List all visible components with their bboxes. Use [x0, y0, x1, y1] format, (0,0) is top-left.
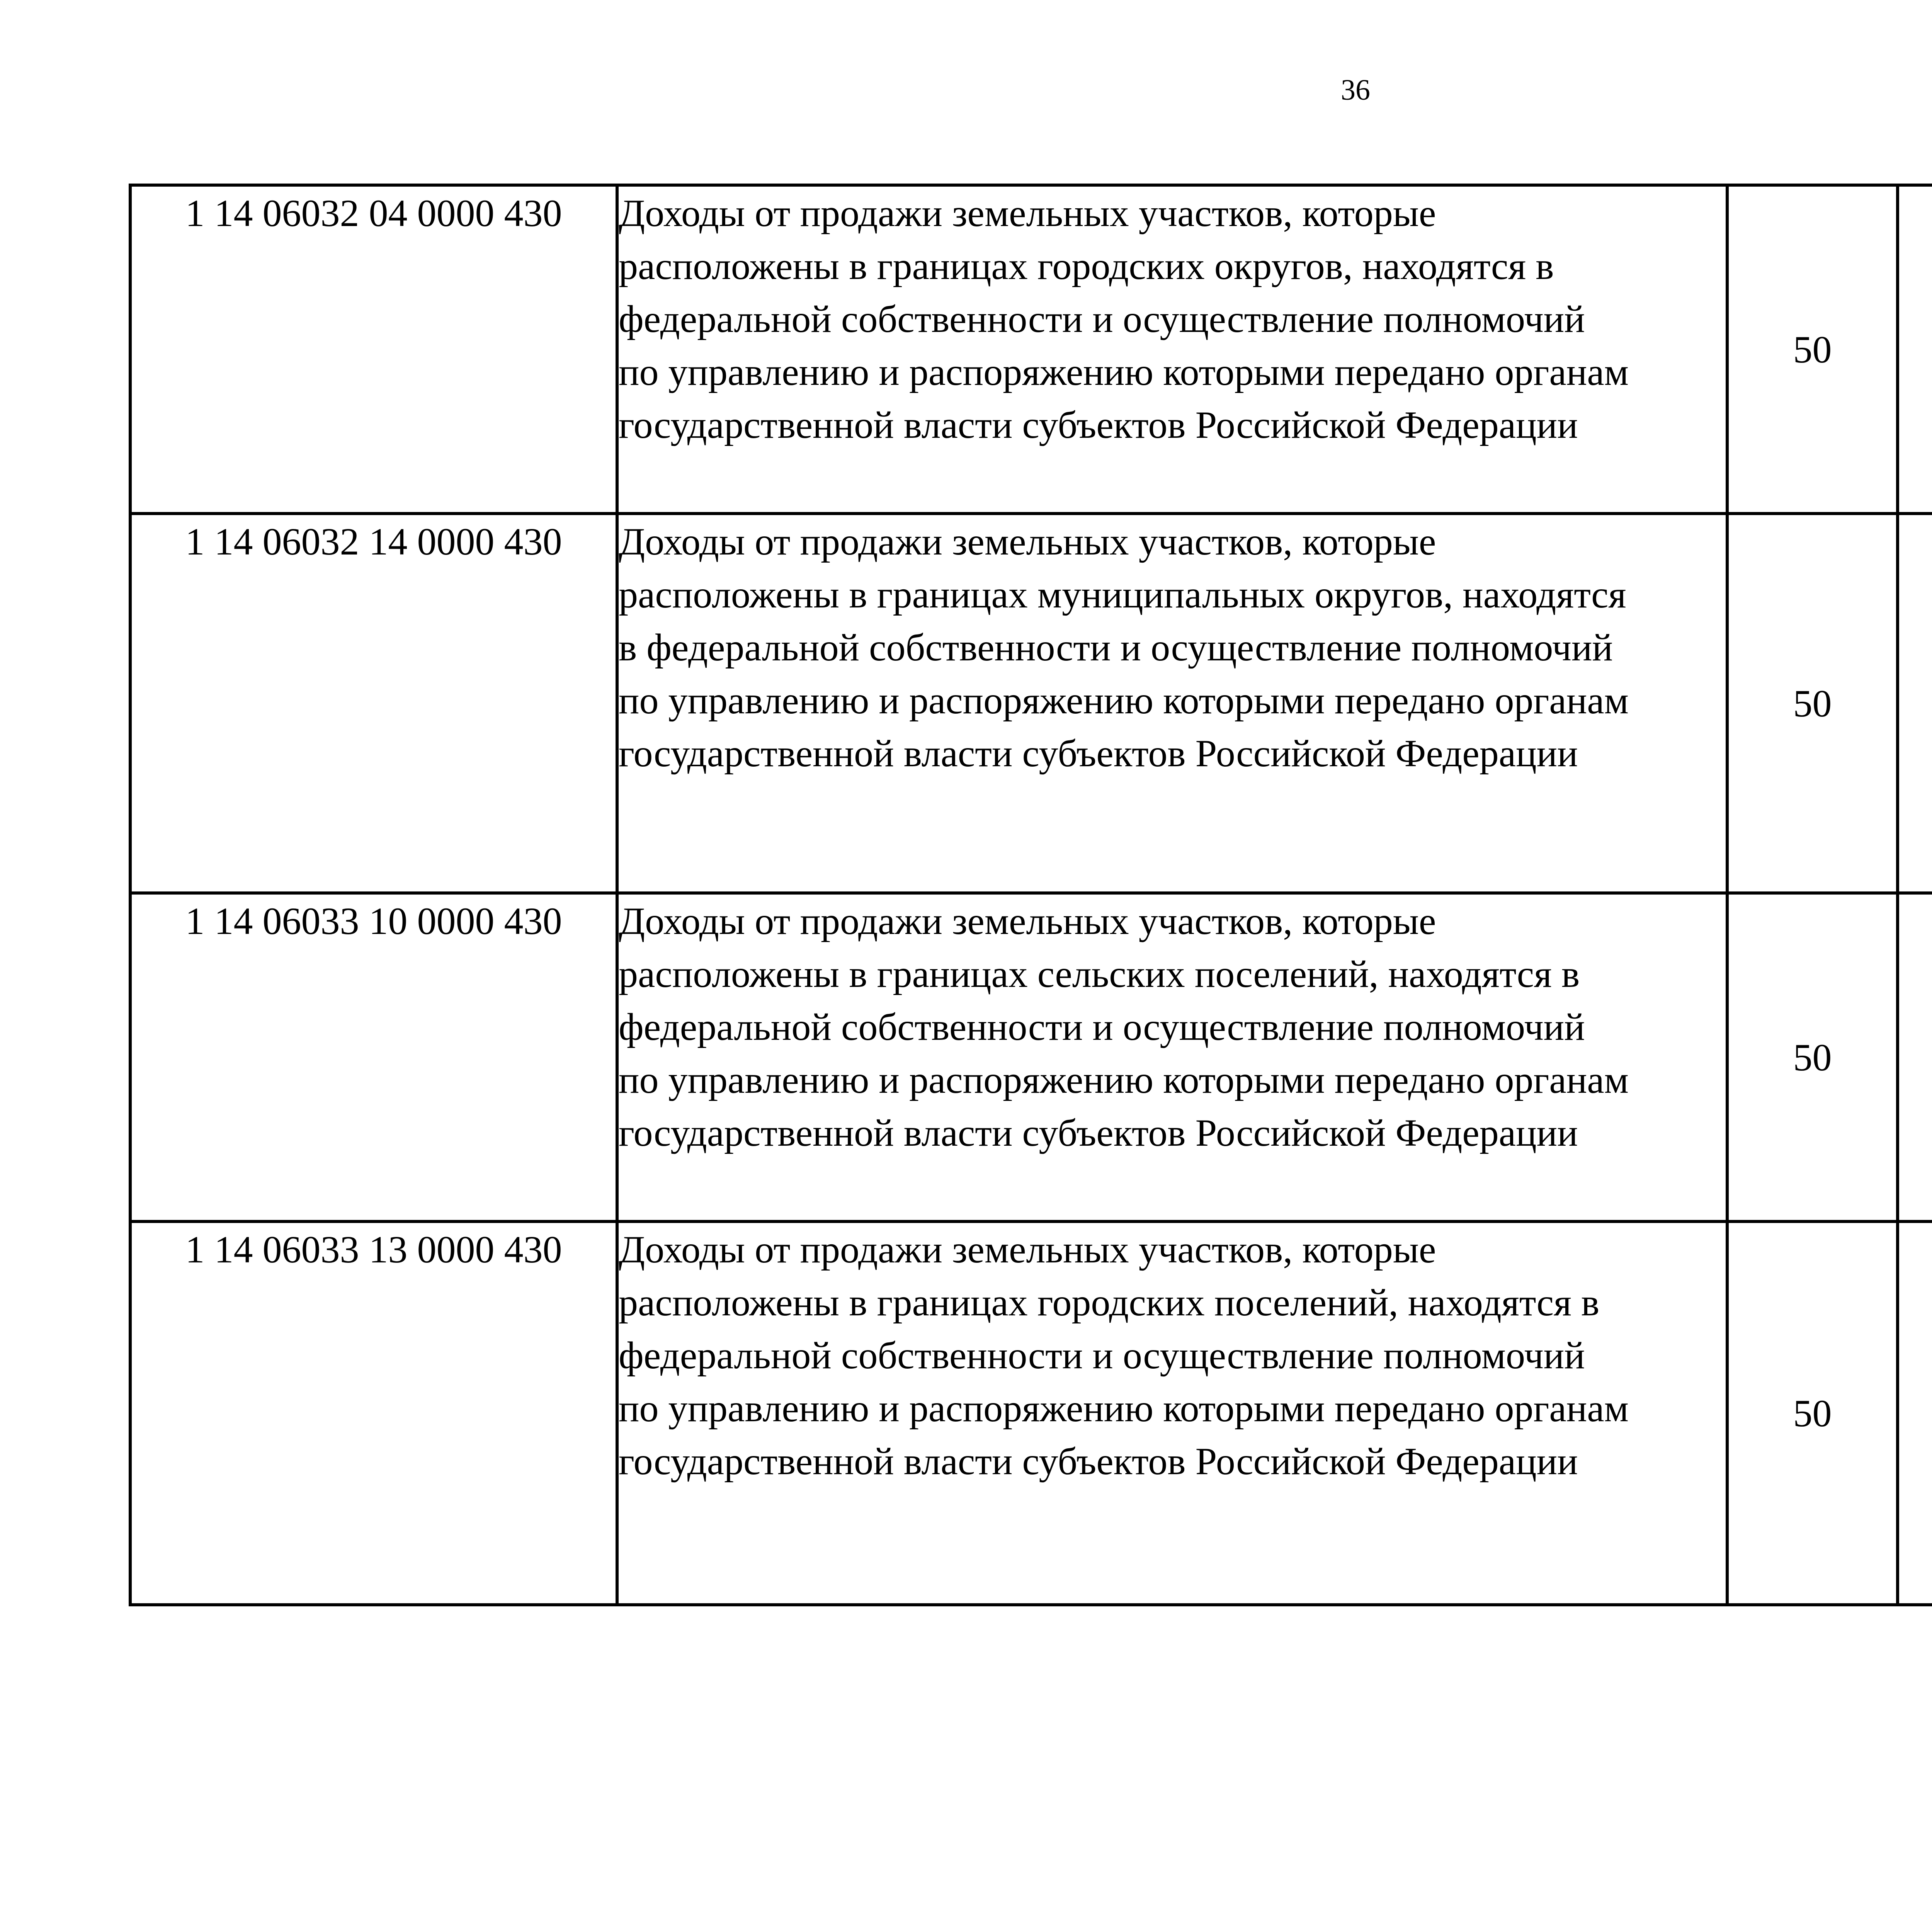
description-line: расположены в границах городских поселений, находятся в	[619, 1281, 1600, 1324]
value-cell	[1898, 1221, 1932, 1605]
description-line: в федеральной собственности и осуществление полномочий	[619, 626, 1613, 669]
revenue-description-cell	[617, 514, 1727, 893]
budget-code-cell: 1 14 06033 10 0000 430	[130, 893, 617, 1221]
description-line: федеральной собственности и осуществление полномочий	[619, 1005, 1585, 1048]
budget-code-cell: 1 14 06032 04 0000 430	[130, 185, 617, 514]
value-cell	[1898, 185, 1932, 514]
revenue-description-cell	[617, 893, 1727, 1221]
budget-revenue-table	[129, 184, 1932, 1606]
revenue-description-cell	[617, 1221, 1727, 1605]
value-cell	[1898, 514, 1932, 893]
description-line: государственной власти субъектов Российской Федерации	[619, 1111, 1578, 1154]
revenue-description-cell	[617, 185, 1727, 514]
description-line: Доходы от продажи земельных участков, которые	[619, 520, 1436, 563]
table-row	[130, 185, 1932, 514]
description-line: Доходы от продажи земельных участков, которые	[619, 192, 1436, 235]
value-cell	[1898, 893, 1932, 1221]
description-line: Доходы от продажи земельных участков, которые	[619, 900, 1436, 942]
value-cell: 50	[1727, 185, 1898, 514]
table-row	[130, 1221, 1932, 1605]
description-line: федеральной собственности и осуществление полномочий	[619, 298, 1585, 340]
value-cell: 50	[1727, 1221, 1898, 1605]
value-cell: 50	[1727, 893, 1898, 1221]
table-row	[130, 893, 1932, 1221]
description-line: по управлению и распоряжению которыми передано органам	[619, 350, 1629, 393]
budget-code-cell: 1 14 06033 13 0000 430	[130, 1221, 617, 1605]
description-line: по управлению и распоряжению которыми передано органам	[619, 1387, 1629, 1430]
budget-code-cell: 1 14 06032 14 0000 430	[130, 514, 617, 893]
description-line: государственной власти субъектов Российской Федерации	[619, 1440, 1578, 1483]
description-line: Доходы от продажи земельных участков, которые	[619, 1228, 1436, 1271]
description-line: государственной власти субъектов Российской Федерации	[619, 403, 1578, 446]
description-line: расположены в границах муниципальных округов, находятся	[619, 573, 1626, 616]
value-cell: 50	[1727, 514, 1898, 893]
table-row	[130, 514, 1932, 893]
description-line: государственной власти субъектов Российской Федерации	[619, 732, 1578, 775]
description-line: расположены в границах сельских поселений, находятся в	[619, 953, 1580, 995]
description-line: по управлению и распоряжению которыми передано органам	[619, 679, 1629, 722]
description-line: по управлению и распоряжению которыми передано органам	[619, 1058, 1629, 1101]
description-line: расположены в границах городских округов, находятся в	[619, 245, 1554, 287]
page-number: 36	[1341, 74, 1370, 106]
description-line: федеральной собственности и осуществление полномочий	[619, 1334, 1585, 1377]
